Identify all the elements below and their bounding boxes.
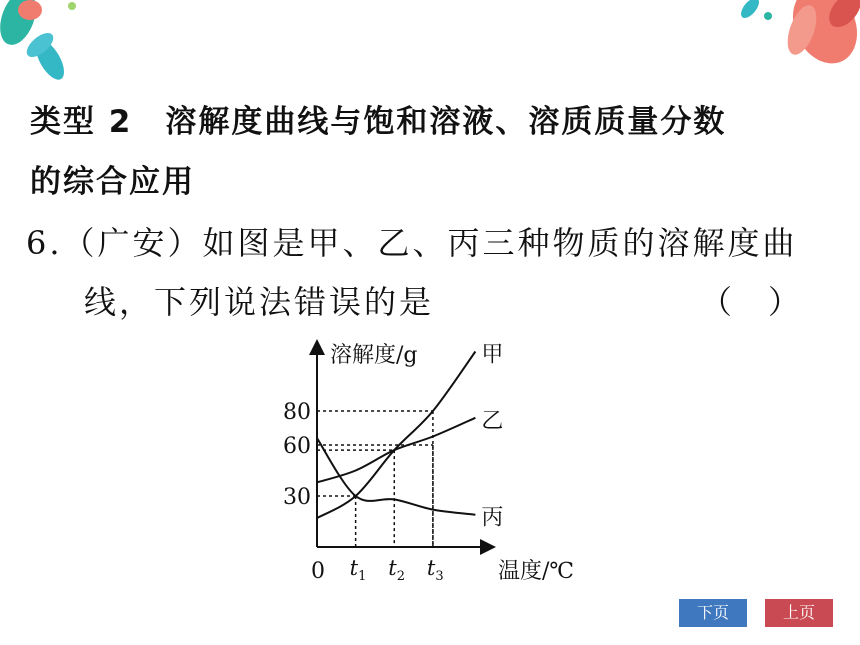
origin-label: 0	[311, 559, 325, 584]
floral-decoration-right	[730, 0, 860, 80]
series-label-1: 乙	[481, 408, 504, 434]
x-axis-label: 温度/℃	[498, 559, 575, 584]
question-text-line1: 6.（广安）如图是甲、乙、丙三种物质的溶解度曲	[26, 224, 798, 262]
x-tick-label-0: $t_1$	[349, 556, 367, 584]
x-tick-label-1: $t_2$	[388, 556, 406, 584]
x-tick-label-2: $t_3$	[426, 556, 444, 584]
section-heading-line1: 类型 2 溶解度曲线与饱和溶液、溶质质量分数	[30, 104, 727, 140]
question-text-line2: 线，下列说法错误的是	[84, 283, 435, 321]
series-label-2: 丙	[481, 505, 504, 531]
floral-decoration-left	[0, 0, 120, 90]
answer-blank[interactable]: （ ）	[700, 283, 803, 321]
y-tick-label-2: 80	[283, 400, 311, 425]
solubility-chart	[270, 335, 610, 585]
series-curve-1	[317, 418, 475, 483]
series-label-0: 甲	[481, 342, 504, 368]
y-axis-label: 溶解度/g	[330, 343, 418, 368]
section-heading-line2: 的综合应用	[30, 164, 195, 200]
next-page-button[interactable]: 下页	[679, 599, 747, 627]
y-tick-label-1: 60	[283, 434, 311, 459]
series-curve-0	[317, 352, 475, 519]
previous-page-button[interactable]: 上页	[765, 599, 833, 627]
y-tick-label-0: 30	[283, 485, 311, 510]
